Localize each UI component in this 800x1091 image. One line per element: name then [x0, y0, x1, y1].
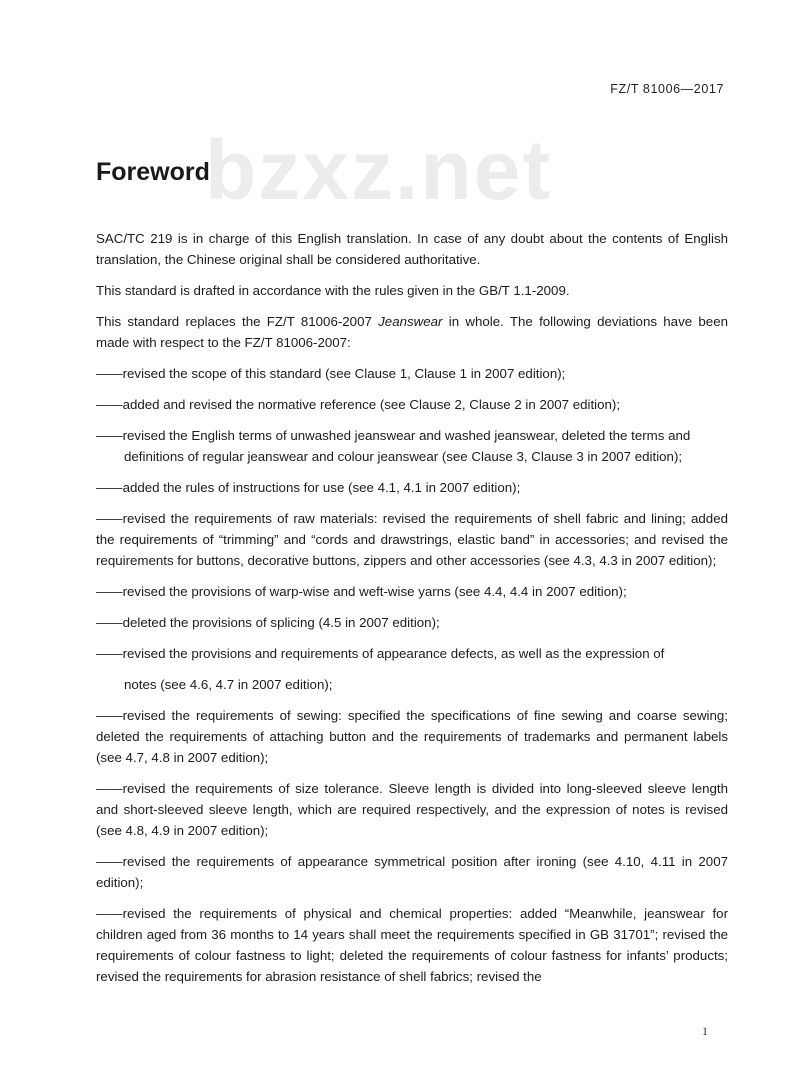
list-item: ——revised the requirements of physical and chemical properties: added “Meanwhile, jeanswear for children aged from 36 months to 14 years shall meet the requirements specified in GB 31701”; revised the requirements of colour fastness to light; deleted the requirements of colour fastness for infants’ products; revised the requirements for abrasion resistance of shell fabrics; revised the	[96, 906, 728, 984]
watermark: bzxz.net	[205, 123, 553, 217]
document-body	[96, 228, 728, 997]
list-item: ——deleted the provisions of splicing (4.5 in 2007 edition);	[96, 615, 440, 630]
page-number: 1	[702, 1024, 708, 1038]
list-item: ——revised the provisions of warp-wise and weft-wise yarns (see 4.4, 4.4 in 2007 edition);	[96, 584, 627, 599]
replace-text-before: This standard replaces the FZ/T 81006-2007	[96, 314, 379, 329]
list-item-continuation: definitions of regular jeanswear and colour jeanswear (see Clause 3, Clause 3 in 2007 edition);	[124, 449, 683, 464]
list-item: ——revised the provisions and requirements of appearance defects, as well as the expression of	[96, 646, 665, 661]
paragraph-replacement	[96, 311, 728, 353]
list-item: ——revised the requirements of sewing: specified the specifications of fine sewing and coarse sewing; deleted the requirements of attaching button and the requirements of trademarks and permanent labels (see 4.7, 4.8 in 2007 edition);	[96, 708, 728, 765]
replace-text-after: in whole. The following deviations have been made with respect to the FZ/T 81006-2007:	[96, 314, 728, 350]
list-item: ——revised the requirements of appearance symmetrical position after ironing (see 4.10, 4.11 in 2007 edition);	[96, 854, 728, 890]
list-item-continuation: notes (see 4.6, 4.7 in 2007 edition);	[124, 677, 333, 692]
list-item: ——added and revised the normative reference (see Clause 2, Clause 2 in 2007 edition);	[96, 397, 621, 412]
document-number: FZ/T 81006—2017	[610, 82, 724, 96]
paragraph-drafting-rules: This standard is drafted in accordance with the rules given in the GB/T 1.1-2009.	[96, 283, 570, 298]
list-item: ——revised the English terms of unwashed jeanswear and washed jeanswear, deleted the terms and	[96, 428, 691, 443]
standard-title-italic: Jeanswear	[378, 314, 443, 329]
list-item: ——added the rules of instructions for use (see 4.1, 4.1 in 2007 edition);	[96, 480, 521, 495]
page-title: Foreword	[96, 158, 210, 186]
list-item: ——revised the scope of this standard (see Clause 1, Clause 1 in 2007 edition);	[96, 366, 566, 381]
list-item: ——revised the requirements of raw materials: revised the requirements of shell fabric and lining; added the requirements of “trimming” and “cords and drawstrings, elastic band” in accessories; and revised the requirements for buttons, decorative buttons, zippers and other accessories (see 4.3, 4.3 in 2007 edition);	[96, 511, 728, 568]
paragraph-translation-note: SAC/TC 219 is in charge of this English translation. In case of any doubt about the contents of English translation, the Chinese original shall be considered authoritative.	[96, 231, 728, 267]
list-item: ——revised the requirements of size tolerance. Sleeve length is divided into long-sleeved sleeve length and short-sleeved sleeve length, which are required respectively, and the expression of notes is revised (see 4.8, 4.9 in 2007 edition);	[96, 781, 728, 838]
